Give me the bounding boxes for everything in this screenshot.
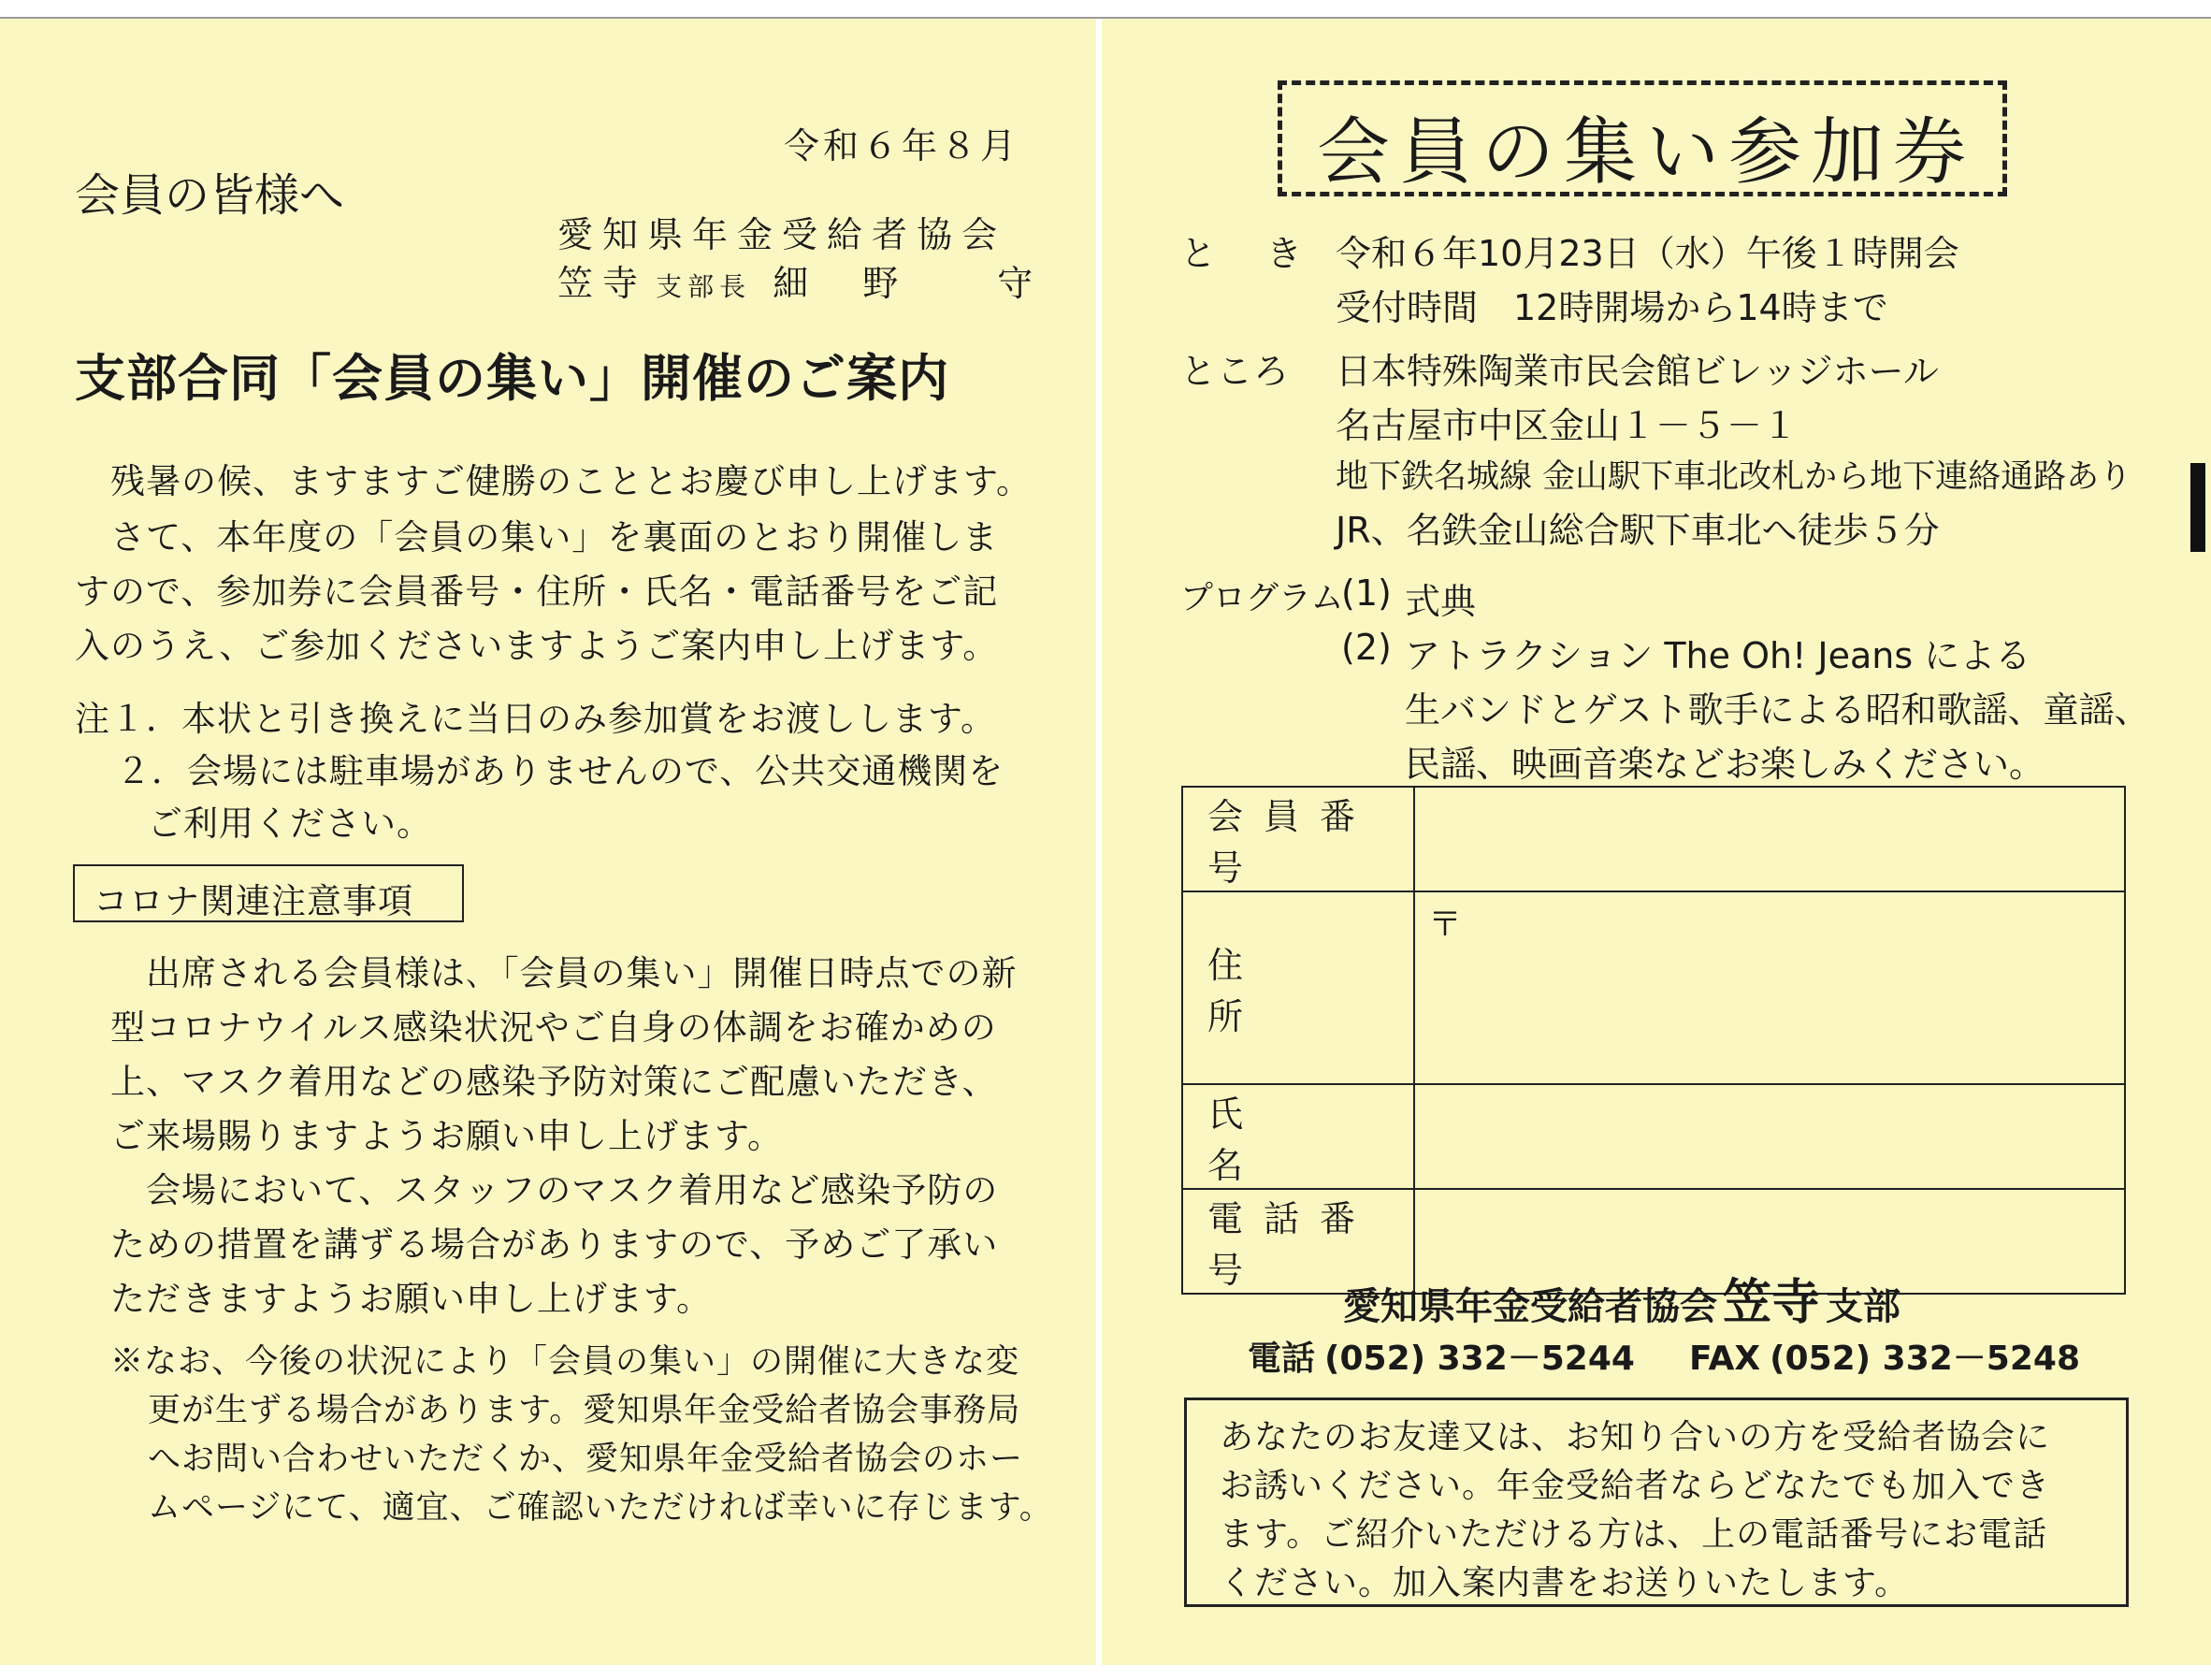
body-line: 入のうえ、ご参加くださいますようご案内申し上げます。: [75, 626, 999, 666]
remark-line: ムページにて、適宜、ご確認いただければ幸いに存じます。: [148, 1489, 1053, 1527]
name-label: 氏名: [1182, 1084, 1414, 1189]
program-item: 式典: [1405, 581, 1477, 622]
corona-line: 上、マスク着用などの感染予防対策にご配慮いただき、: [110, 1062, 998, 1102]
corona-line: 会場において、スタッフのマスク着用など感染予防の: [146, 1170, 999, 1210]
referral-line: あなたのお友達又は、お知り合いの方を受給者協会に: [1220, 1418, 2051, 1456]
when-label: と き: [1180, 233, 1310, 274]
member-number-label: 会員番号: [1182, 787, 1414, 891]
edge-mark: [2190, 463, 2205, 552]
remark-line: ※なお、今後の状況により「会員の集い」の開催に大きな変: [110, 1343, 1020, 1381]
program-detail: 民謡、映画音楽などお楽しみください。: [1405, 744, 2045, 785]
body-line: 残暑の候、ますますご健勝のこととお慶び申し上げます。: [110, 461, 1033, 501]
address-field[interactable]: [1414, 891, 2125, 1084]
where-access: 地下鉄名城線 金山駅下車北改札から地下連絡通路あり: [1336, 458, 2132, 496]
where-venue: 日本特殊陶業市民会館ビレッジホール: [1336, 351, 1939, 392]
contact-fax: [1689, 1332, 2080, 1380]
remark-line: へお問い合わせいただくか、愛知県年金受給者協会のホー: [148, 1441, 1024, 1478]
sender-name: 細 野 守: [773, 263, 1043, 304]
corona-heading: コロナ関連注意事項: [94, 881, 413, 921]
corona-line: 型コロナウイルス感染状況やご自身の体調をお確かめの: [110, 1007, 997, 1048]
remark-line: 更が生ずる場合があります。愛知県年金受給者協会事務局: [148, 1392, 1021, 1429]
member-number-field[interactable]: [1414, 787, 2125, 891]
headline: 支部合同「会員の集い」開催のご案内: [75, 348, 949, 408]
corona-line: ための措置を講ずる場合がありますので、予めご了承い: [110, 1224, 999, 1265]
sender-line: [557, 254, 1042, 306]
issue-date: 令和６年８月: [784, 125, 1020, 167]
contact-phone: [1248, 1332, 1635, 1380]
org-name: [1343, 1263, 1900, 1333]
corona-line: 出席される会員様は､「会員の集い」開催日時点での新: [146, 953, 1018, 993]
where-label: ところ: [1180, 351, 1291, 392]
referral-line: ください。加入案内書をお送りいたします。: [1220, 1564, 1910, 1602]
note-line: 注１．本状と引き換えに当日のみ参加賞をお渡しします。: [75, 699, 997, 739]
org-suffix: 支部: [1826, 1285, 1901, 1328]
registration-form: [1181, 786, 2126, 1295]
sender-org: 愛知県年金受給者協会: [557, 214, 1007, 255]
corona-line: ただきますようお願い申し上げます。: [110, 1279, 713, 1319]
note-line: ２．会場には駐車場がありませんので、公共交通機関を: [116, 751, 1004, 791]
phone-label: 電話番号: [1182, 1189, 1414, 1294]
org-branch: 笠寺: [1723, 1275, 1821, 1331]
when-reception: 受付時間 12時開場から14時まで: [1336, 287, 1888, 328]
body-line: さて、本年度の「会員の集い」を裏面のとおり開催しま: [110, 517, 999, 558]
org-prefix: 愛知県年金受給者協会: [1343, 1285, 1717, 1328]
referral-line: ます。ご紹介いただける方は、上の電話番号にお電話: [1220, 1515, 2048, 1554]
program-num: (2): [1341, 627, 1392, 668]
note-line: ご利用ください。: [148, 804, 432, 844]
body-line: すので、参加券に会員番号・住所・氏名・電話番号をご記: [75, 572, 999, 612]
program-detail: 生バンドとゲスト歌手による昭和歌謡、童謡、: [1405, 689, 2150, 731]
salutation: 会員の皆様へ: [75, 169, 345, 222]
tel-label: 電話: [1248, 1340, 1316, 1378]
tel-number: (052) 332－5244: [1324, 1340, 1635, 1378]
sender-role: 支部長: [656, 271, 752, 302]
fax-label: FAX: [1689, 1340, 1761, 1378]
name-field[interactable]: [1414, 1084, 2125, 1189]
fax-number: (052) 332－5248: [1770, 1340, 2081, 1378]
address-label: 住所: [1182, 891, 1414, 1084]
where-address: 名古屋市中区金山１－５－１: [1336, 405, 1799, 446]
program-label: プログラム: [1180, 580, 1344, 617]
program-num: (1): [1341, 572, 1392, 614]
where-access: JR、名鉄金山総合駅下車北へ徒歩５分: [1336, 510, 1940, 551]
referral-line: お誘いください。年金受給者ならどなたでも加入でき: [1220, 1467, 2051, 1505]
program-item: アトラクション The Oh! Jeans による: [1405, 635, 2031, 676]
corona-line: ご来場賜りますようお願い申し上げます。: [110, 1116, 784, 1156]
ticket-title: 会員の集い参加券: [1317, 110, 1976, 195]
postal-mark: 〒: [1428, 905, 1463, 944]
when-line: 令和６年10月23日（水）午後１時開会: [1336, 233, 1959, 274]
sender-branch: 笠寺: [557, 263, 648, 304]
